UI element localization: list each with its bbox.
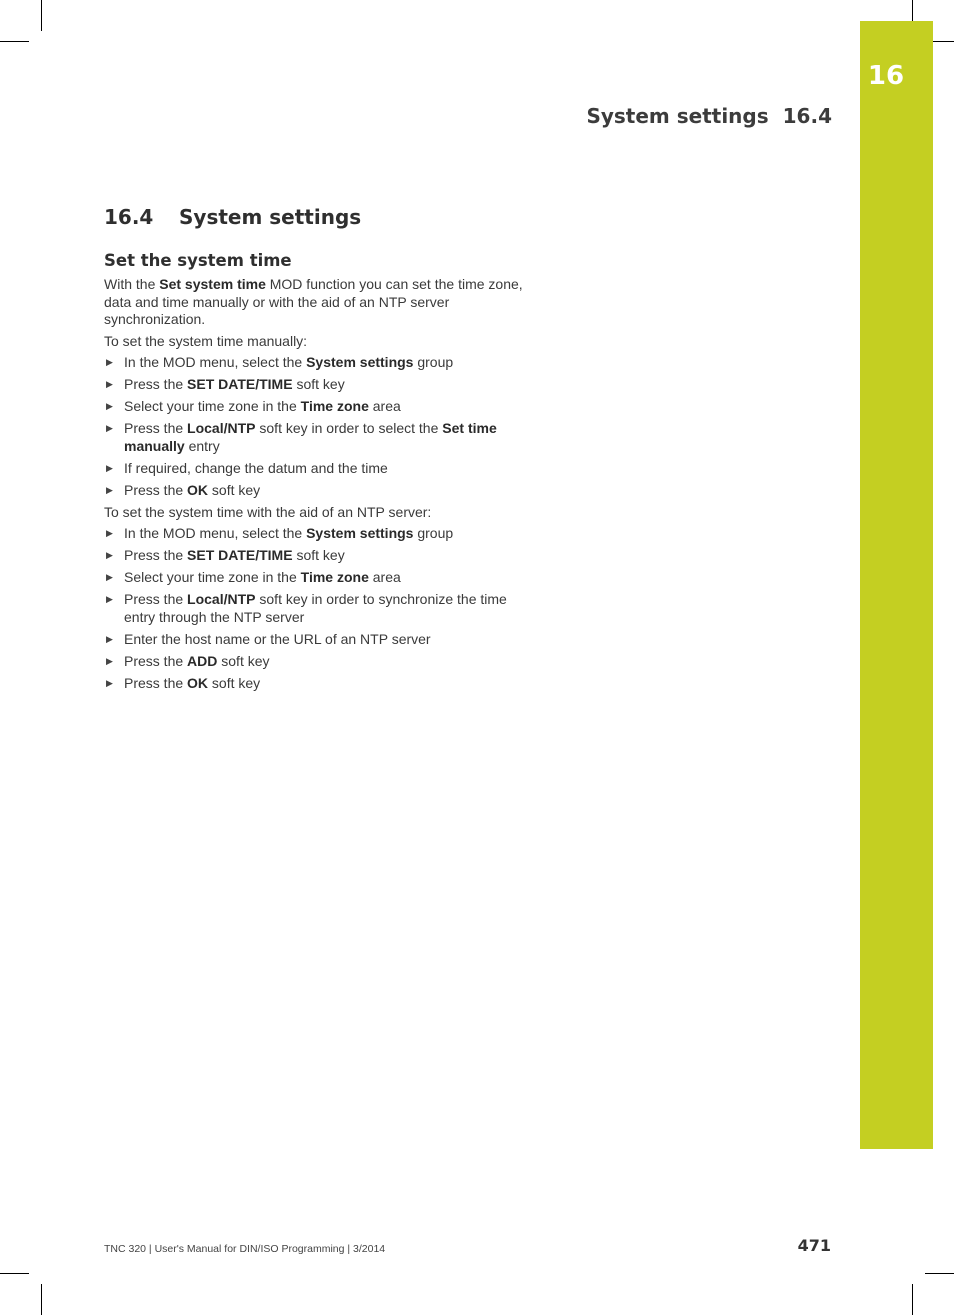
chapter-number: 16 [867,61,905,91]
ntp-lead: To set the system time with the aid of an NTP server: [104,503,432,520]
list-item: ▶ Enter the host name or the URL of an NTP server [106,631,431,647]
list-item: ▶ Press the Local/NTP soft key in order to select the Set time manually entry [106,420,497,454]
crop-mark [925,1273,954,1274]
running-head-number: 16.4 [782,104,832,128]
intro-paragraph: With the Set system time MOD function you can set the time zone, data and time manually or with the aid of an NTP server synchronization. [104,276,523,328]
list-item: ▶ In the MOD menu, select the System settings group [106,525,454,542]
list-item: ▶ Press the OK soft key [106,481,261,498]
section-number: 16.4 [104,205,154,229]
bullet-arrow-icon: ▶ [106,401,113,412]
bullet-arrow-icon: ▶ [106,594,113,605]
crop-mark [912,1284,913,1315]
list-item: ▶ Press the Local/NTP soft key in order to synchronize the time entry through the NTP server [106,591,507,626]
list-item: ▶ Press the OK soft key [106,674,261,691]
list-item: ▶ Press the SET DATE/TIME soft key [106,376,345,393]
list-item: ▶ Select your time zone in the Time zone area [106,569,401,586]
bullet-arrow-icon: ▶ [106,550,113,561]
bullet-arrow-icon: ▶ [106,677,113,688]
section-heading [104,205,534,229]
ntp-steps-list [104,525,534,692]
crop-mark [912,0,913,21]
main-content [104,205,534,697]
manual-steps-list [104,354,534,499]
subsection-heading: Set the system time [104,251,292,270]
bullet-arrow-icon: ▶ [106,572,113,583]
crop-mark [41,1284,42,1315]
bullet-arrow-icon: ▶ [106,357,113,368]
crop-mark [0,1273,29,1274]
bullet-arrow-icon: ▶ [106,528,113,539]
bullet-arrow-icon: ▶ [106,655,113,666]
crop-mark [0,41,29,42]
section-title: System settings [179,205,362,229]
page-number: 471 [797,1236,831,1255]
list-item: ▶ In the MOD menu, select the System settings group [106,354,454,371]
running-head-title: System settings [586,104,769,128]
page-footer: TNC 320 | User's Manual for DIN/ISO Programming | 3/2014 [104,1243,386,1255]
bullet-arrow-icon: ▶ [106,423,113,434]
bullet-arrow-icon: ▶ [106,462,113,473]
list-item: ▶ Press the ADD soft key [106,652,270,669]
list-item: ▶ Select your time zone in the Time zone area [106,398,401,415]
crop-mark [41,0,42,31]
chapter-tab [860,21,933,1149]
list-item: ▶ If required, change the datum and the time [106,459,388,476]
bullet-arrow-icon: ▶ [106,634,113,644]
list-item: ▶ Press the SET DATE/TIME soft key [106,547,345,564]
running-head [586,104,832,128]
manual-lead: To set the system time manually: [104,332,308,349]
bullet-arrow-icon: ▶ [106,484,113,495]
bullet-arrow-icon: ▶ [106,379,113,390]
